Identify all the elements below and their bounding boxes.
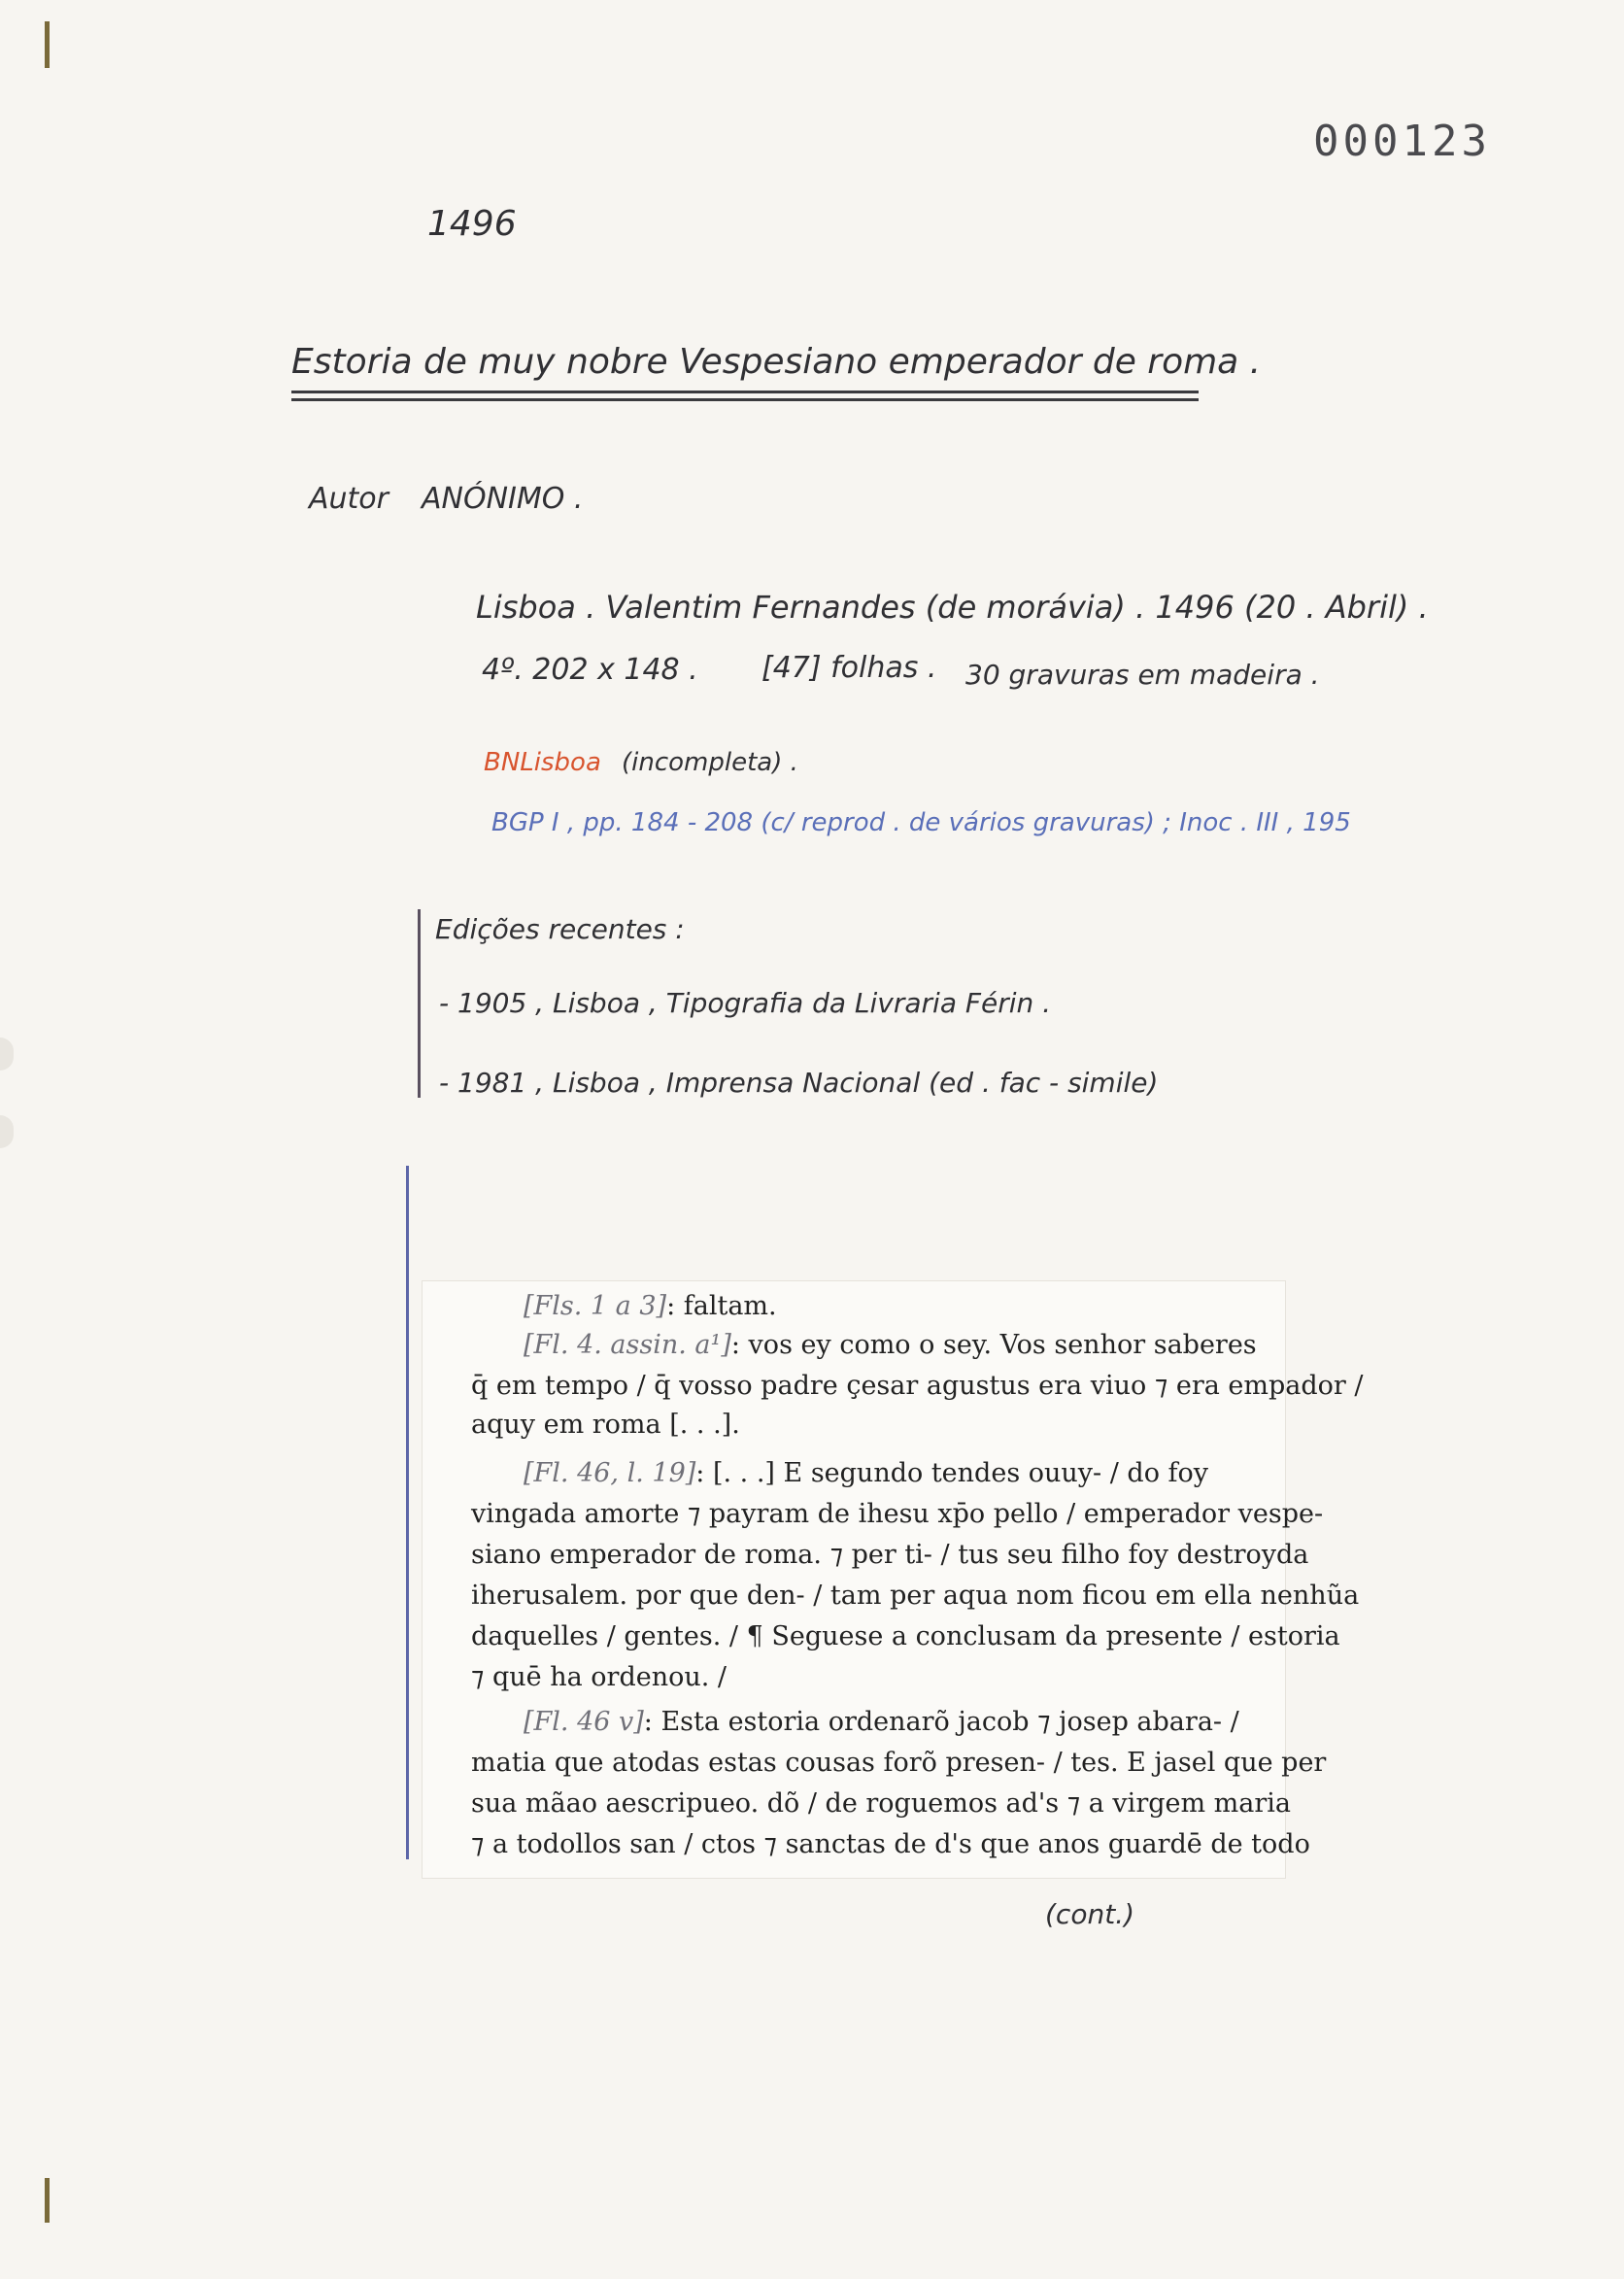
edition-item: - 1905 , Lisboa , Tipografia da Livraria Férin .	[439, 987, 1052, 1019]
excerpt-clipping: [Fls. 1 a 3]: faltam. [Fl. 4. assin. a¹]: vos ey como o sey. Vos senhor saberes q̄ em tempo / q̄ vosso padre çesar agustus era viuo ⁊ era empador / aquy em roma [. . .]. [Fl. 46, l. 19]: [. . .] E segundo tendes ouuy- / do foy vingada amorte ⁊ payram de ihesu xp̄o pello / emperador vespe- siano emperador de roma. ⁊ per ti- / tus seu filho foy destroyda iherusalem. por que den- / tam per aqua nom ficou em ella nenhũa daquelles / gentes. / ¶ Seguese a conclusam da presente / estoria ⁊ quē ha ordenou. / [Fl. 46 v]: Esta estoria ordenarõ jacob ⁊ josep abara- / matia que atodas estas cousas forõ presen- / tes. E jasel que per sua mãao aescripueo. dõ / de roguemos ad's ⁊ a virgem maria ⁊ a todollos san / ctos ⁊ sanctas de d's que anos guardē de todo	[422, 1280, 1286, 1879]
excerpt-line: siano emperador de roma. ⁊ per ti- / tus seu filho foy destroyda	[471, 1540, 1309, 1570]
excerpt-line: aquy em roma [. . .].	[471, 1410, 740, 1440]
excerpt-line: q̄ em tempo / q̄ vosso padre çesar agustus era viuo ⁊ era empador /	[471, 1371, 1364, 1401]
punch-hole	[0, 1115, 14, 1148]
editions-margin-line	[418, 909, 421, 1098]
editions-heading: Edições recentes :	[435, 913, 685, 945]
format-size: 4º. 202 x 148 .	[482, 653, 698, 687]
excerpt-line: sua mãao aescripueo. dõ / de roguemos ad's ⁊ a virgem maria	[471, 1788, 1292, 1819]
edge-mark	[45, 21, 50, 68]
excerpt-line: : vos ey como o sey. Vos senhor saberes	[730, 1330, 1257, 1360]
imprint: Lisboa . Valentim Fernandes (de morávia) . 1496 (20 . Abril) .	[476, 589, 1429, 626]
excerpt-line: ⁊ quē ha ordenou. /	[471, 1662, 727, 1692]
excerpt-line: : Esta estoria ordenarõ jacob ⁊ josep abara- /	[643, 1707, 1239, 1737]
excerpt-line: ⁊ a todollos san / ctos ⁊ sanctas de d's que anos guardē de todo	[471, 1829, 1310, 1859]
title-underline	[291, 398, 1199, 401]
edition-item: - 1981 , Lisboa , Imprensa Nacional (ed . fac - simile)	[439, 1067, 1159, 1099]
holding-library: BNLisboa	[484, 748, 601, 777]
year: 1496	[427, 204, 517, 244]
bibliographic-reference: BGP I , pp. 184 - 208 (c/ reprod . de vários gravuras) ; Inoc . III , 195	[491, 808, 1351, 837]
excerpt-line: : [. . .] E segundo tendes ouuy- / do foy	[695, 1458, 1209, 1488]
continuation-note: (cont.)	[1045, 1898, 1134, 1930]
excerpt-margin-line	[406, 1166, 409, 1859]
author-name: ANÓNIMO .	[422, 482, 584, 516]
format-leaves: [47] folhas .	[761, 651, 937, 685]
excerpt-line: : faltam.	[666, 1291, 777, 1321]
document-number: 000123	[1313, 117, 1491, 166]
title: Estoria de muy nobre Vespesiano emperador de roma .	[291, 342, 1262, 382]
title-underline	[291, 391, 1199, 393]
format-engravings: 30 gravuras em madeira .	[965, 659, 1320, 691]
excerpt-line: iherusalem. por que den- / tam per aqua nom ficou em ella nenhũa	[471, 1581, 1360, 1611]
edge-mark	[45, 2178, 50, 2223]
holding-note: (incompleta) .	[622, 748, 798, 777]
author-label: Autor	[309, 482, 389, 516]
excerpt-line: matia que atodas estas cousas forõ presen- / tes. E jasel que per	[471, 1748, 1327, 1778]
punch-hole	[0, 1037, 14, 1071]
excerpt-line: vingada amorte ⁊ payram de ihesu xp̄o pello / emperador vespe-	[471, 1499, 1324, 1529]
excerpt-line: daquelles / gentes. / ¶ Seguese a conclusam da presente / estoria	[471, 1621, 1340, 1651]
